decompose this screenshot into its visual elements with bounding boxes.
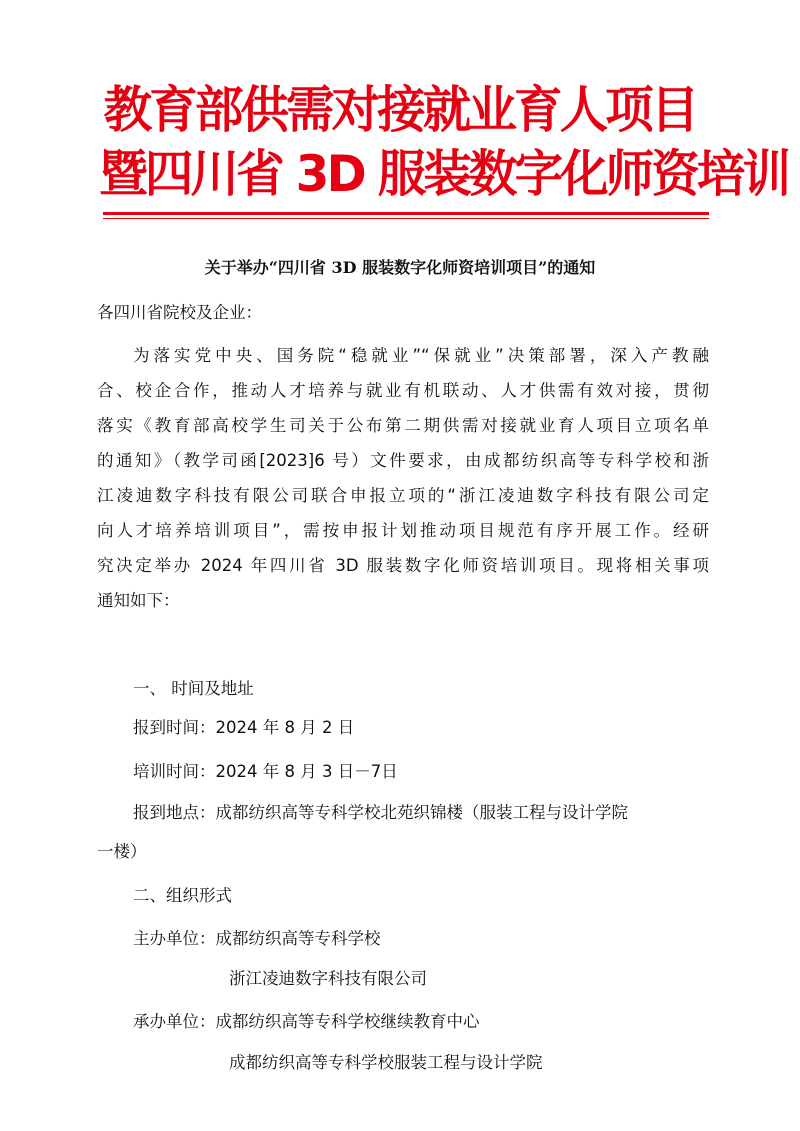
- header-rule-thin: [103, 218, 709, 219]
- intro-line: 为落实党中央、国务院“稳就业”“保就业”决策部署，深入产教融: [133, 346, 709, 365]
- organizer-unit-line-2: 成都纺织高等专科学校服装工程与设计学院: [229, 1053, 543, 1072]
- intro-paragraph: [97, 338, 709, 618]
- intro-line: 向人才培养培训项目”，需按申报计划推动项目规范有序开展工作。经研: [97, 521, 709, 540]
- header-rule-thick: [103, 212, 709, 215]
- intro-line: 究决定举办 2024 年四川省 3D 服装数字化师资培训项目。现将相关事项: [97, 556, 709, 575]
- report-time: 报到时间：2024 年 8 月 2 日: [133, 718, 355, 737]
- intro-line: 江凌迪数字科技有限公司联合申报立项的“浙江凌迪数字科技有限公司定: [97, 486, 709, 505]
- intro-line: 的通知》（教学司函[2023]6 号）文件要求，由成都纺织高等专科学校和浙: [97, 451, 709, 470]
- red-header-line-2: 暨四川省 3D 服装数字化师资培训: [99, 145, 789, 203]
- organizer-unit-line-1: 承办单位：成都纺织高等专科学校继续教育中心: [133, 1012, 480, 1031]
- report-place-line-2: 一楼）: [97, 842, 147, 861]
- intro-line: 落实《教育部高校学生司关于公布第二期供需对接就业育人项目立项名单: [97, 416, 709, 435]
- salutation: 各四川省院校及企业：: [97, 303, 262, 322]
- intro-line: 合、校企合作，推动人才培养与就业有机联动、人才供需有效对接，贯彻: [97, 381, 709, 400]
- notice-title: 关于举办“四川省 3D 服装数字化师资培训项目”的通知: [204, 258, 596, 277]
- training-time: 培训时间：2024 年 8 月 3 日－7日: [133, 762, 398, 781]
- report-place-line-1: 报到地点：成都纺织高等专科学校北苑织锦楼（服装工程与设计学院: [133, 803, 628, 822]
- intro-line: 通知如下：: [97, 591, 180, 610]
- host-unit-line-1: 主办单位：成都纺织高等专科学校: [133, 929, 381, 948]
- red-header-line-1: 教育部供需对接就业育人项目: [103, 81, 697, 139]
- section1-heading: 一、 时间及地址: [133, 679, 254, 698]
- section2-heading: 二、组织形式: [133, 886, 232, 905]
- host-unit-line-2: 浙江凌迪数字科技有限公司: [229, 969, 427, 988]
